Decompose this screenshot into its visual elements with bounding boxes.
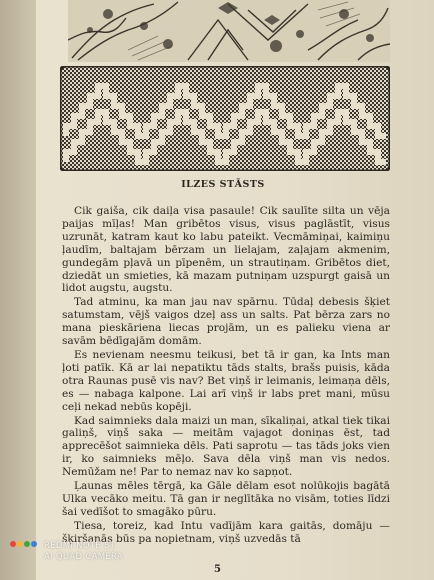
paragraph: Ļaunas mēles tērgā, ka Gāle dēlam esot nolūkojis bagātā Ulka vecāko meitu. Tā gan ir neglītāka no visām, toties līdzi šai vedīšot to smagāko pūru.	[62, 480, 390, 518]
paragraph: Kad saimnieks dala maizi un man, sīkaliņai, atkal tiek tikai galiņš, viņš saka — meitām vajagot doniņas ēst, tad apprecēšot saimnieka dēls. Pati saprotu — tas tāds joks vien ir, ko saimnieks mēļo. Sava dēla viņš man vis nedos. Nemūžam ne! Par to nemaz nav ko sapņot.	[62, 414, 390, 479]
paragraph: Cik gaiša, cik daiļa visa pasaule! Cik saulīte silta un vēja paijas mīļas! Man gribētos visus, visus paglāstīt, visus uzrunāt, katram kaut ko labu pateikt. Vecmāmiņai, kaimiņu ļaudīm, baltajam bērzam un lielajam, zaļajam akmenim, gundegām pļavā un pīpenēm, un strautiņam. Gribētos diet, dziedāt un smieties, kā mazam putniņam uzspurgt gaisā un lidot augstu, augstu.	[62, 205, 390, 295]
camera-dots-icon	[10, 540, 38, 551]
folk-ornament-illustration	[68, 0, 390, 62]
zigzag-woven-ornament	[60, 66, 390, 171]
paragraph: Tiesa, toreiz, kad Intu vadījām kara gaitās, domāju — šķiršanās būs pa nopietnam, viņš uzvedās tā	[62, 519, 390, 545]
story-body	[62, 205, 390, 546]
watermark-line-2: AI QUAD CAMERA	[44, 552, 124, 562]
page-number: 5	[214, 564, 221, 575]
book-gutter	[0, 0, 36, 580]
camera-watermark	[10, 540, 123, 563]
paragraph: Es nevienam neesmu teikusi, bet tā ir gan, ka Ints man ļoti patīk. Kā ar lai nepatiktu tāds stalts, brašs puisis, kāda otra Raunas pusē vis nav? Bet viņš ir leimanis, leimaņa dēls, es — nabaga kalpone. Lai arī viņš ir labs pret mani, mūsu ceļi nekad nebūs kopēji.	[62, 348, 390, 413]
story-title: ILZES STĀSTS	[181, 179, 265, 190]
paragraph: Tad atminu, ka man jau nav spārnu. Tūdaļ debesis šķiet satumstam, vējš vaigos dzeļ ass un salts. Pat bērza zars no mana pieskāriena liecas projām, un es palieku viena ar savām bēdīgajām domām.	[62, 296, 390, 348]
watermark-line-1: REDMI NOTE 8T	[44, 541, 116, 551]
